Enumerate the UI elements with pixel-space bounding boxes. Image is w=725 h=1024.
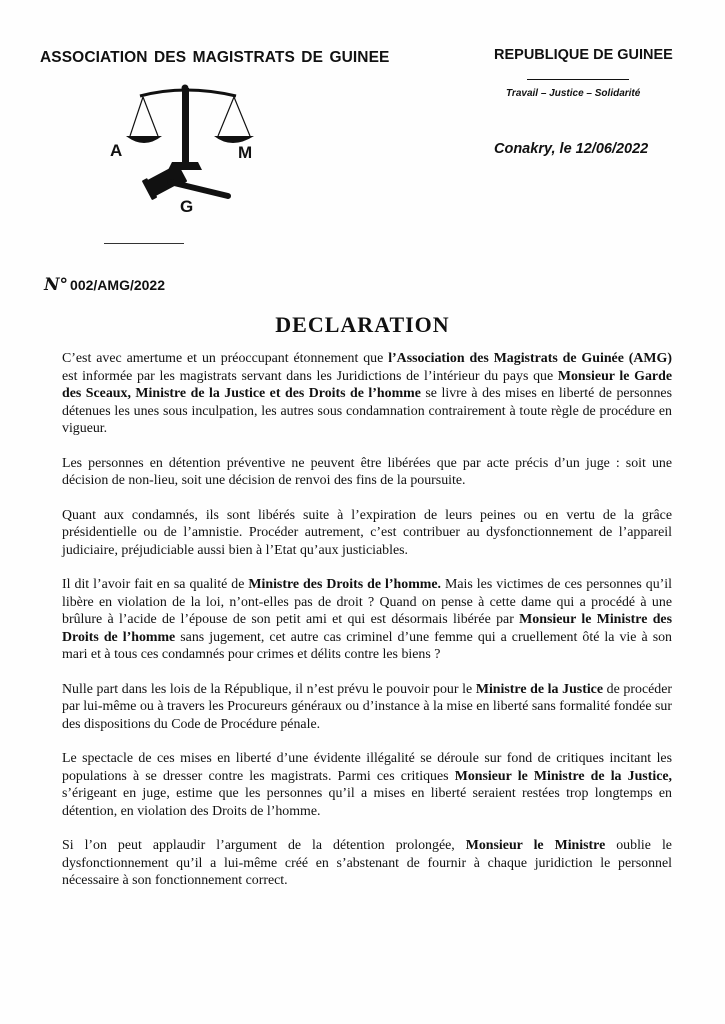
bold-text: Monsieur le Ministre des Droits de l’homme xyxy=(62,612,673,645)
declaration-paragraph xyxy=(62,750,672,820)
logo-letter-a: A xyxy=(110,141,123,160)
text-run: sans jugement, cet autre cas criminel d’une femme qui a cruellement ôté la vie à son mari et à tous ces condamnés pour crimes et délits contre les biens ? xyxy=(62,629,672,662)
text-run: Nulle part dans les lois de la République, il n’est prévu le pouvoir pour le xyxy=(62,681,476,697)
declaration-paragraph xyxy=(62,455,672,490)
declaration-paragraph xyxy=(62,350,672,438)
text-run: Si l’on peut applaudir l’argument de la détention prolongée, xyxy=(62,838,466,853)
declaration-paragraph xyxy=(62,681,672,734)
text-run: se livre à des mises en liberté de personnes détenues les unes sous inculpation, les autres sous condamnation contrairement à toute règle de procédure en vigueur. xyxy=(62,386,672,436)
logo-letter-m: M xyxy=(238,143,253,162)
bold-text: Monsieur le Ministre de la Justice, xyxy=(454,768,673,784)
text-run: Les personnes en détention préventive ne peuvent être libérées que par acte précis d’un juge : soit une décision de non-lieu, soit une décision de renvoi des fins de la poursuite. xyxy=(62,455,672,488)
bold-text: l’Association des Magistrats de Guinée (AMG) xyxy=(388,351,672,366)
text-run: Mais les victimes de ces personnes qu’il libère en violation de la loi, n’ont-elles pas de droit ? Quand on pense à cette dame qui a procédé à une brûlure à l’acide de l’épouse de son petit ami et qui est désormais libérée par xyxy=(62,577,672,627)
reference-value: 002/AMG/2022 xyxy=(70,277,165,293)
text-run: oublie le dysfonctionnement qu’il a lui-même créé en s’abstenant de fournir à chaque juridiction le personnel nécessaire à son fonctionnement correct. xyxy=(62,838,672,888)
bold-text: Monsieur le Garde des Sceaux, Ministre de la Justice et des Droits de l’homme xyxy=(62,368,672,401)
text-run: C’est avec amertume et un préoccupant étonnement que xyxy=(62,351,389,366)
association-name: ASSOCIATION DES MAGISTRATS DE GUINEE xyxy=(40,49,390,66)
place-and-date: Conakry, le 12/06/2022 xyxy=(494,141,649,157)
logo-letter-g: G xyxy=(180,197,194,216)
scales-of-justice-logo-icon xyxy=(110,78,270,216)
bold-text: Monsieur le Ministre xyxy=(465,838,606,853)
text-run: s’érigeant en juge, estime que les personnes qu’il a mises en liberté seraient restées trop longtemps en détention, en violation des Droits de l’homme. xyxy=(62,786,672,819)
declaration-paragraph xyxy=(62,837,672,890)
number-sign: N° xyxy=(44,275,69,295)
declaration-body xyxy=(62,350,672,907)
republic-name: REPUBLIQUE DE GUINEE xyxy=(494,47,673,63)
text-run: Il dit l’avoir fait en sa qualité de xyxy=(62,577,249,592)
republic-divider xyxy=(527,79,629,80)
text-run: de procéder par lui-même ou à travers les Procureurs généraux ou d’instance à la mise en liberté sans formalité fondée sur des dispositions du Code de Procédure pénale. xyxy=(62,681,673,732)
signature-divider xyxy=(104,243,184,244)
reference-number xyxy=(44,275,165,295)
text-run: Quant aux condamnés, ils sont libérés suite à l’expiration de leurs peines ou en vertu de la grâce présidentielle ou de l’amnistie. Procéder autrement, c’est contribuer au dysfonctionnement de l’appareil judiciaire, préjudiciable aussi bien à l’Etat qu’aux justiciables. xyxy=(62,507,672,558)
declaration-paragraph xyxy=(62,576,672,664)
text-run: Le spectacle de ces mises en liberté d’une évidente illégalité se déroule sur fond de critiques incitant les populations à se dresser contre les magistrats. Parmi ces critiques xyxy=(62,751,672,784)
document-title: DECLARATION xyxy=(275,312,450,337)
text-run: est informée par les magistrats servant dans les Juridictions de l’intérieur du pays que xyxy=(62,368,558,384)
bold-text: Ministre des Droits de l’homme. xyxy=(248,577,441,592)
bold-text: Ministre de la Justice xyxy=(475,681,604,697)
national-motto: Travail – Justice – Solidarité xyxy=(506,88,641,99)
declaration-paragraph xyxy=(62,507,672,560)
